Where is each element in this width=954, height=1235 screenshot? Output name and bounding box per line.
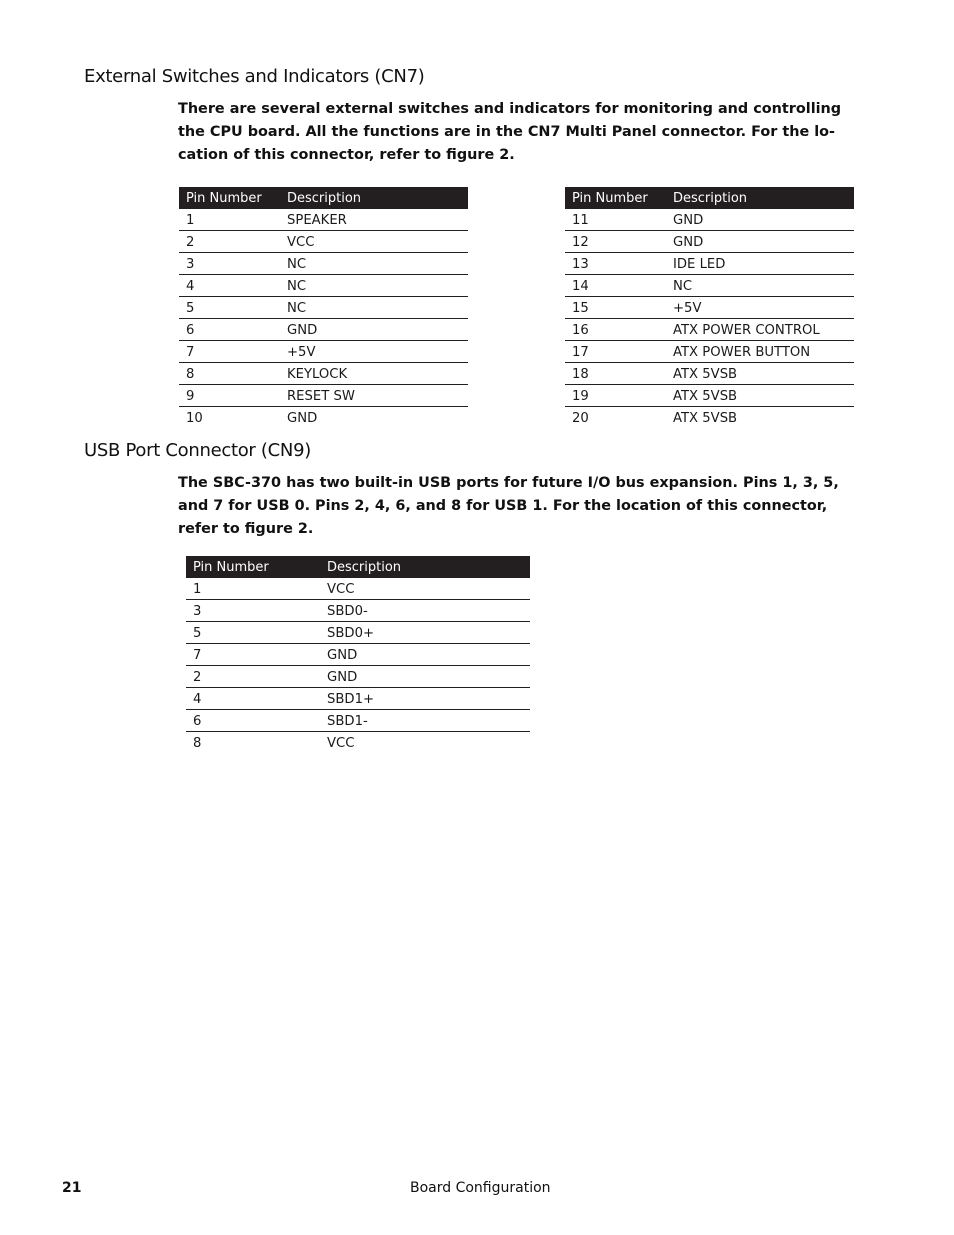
pin-number-cell: 7 <box>186 644 320 666</box>
table-row <box>565 209 854 231</box>
description-cell: VCC <box>280 231 468 253</box>
pin-number-cell: 4 <box>186 688 320 710</box>
description-cell: VCC <box>327 735 355 751</box>
pin-number-cell: 1 <box>179 209 280 231</box>
pin-number-header: Pin Number <box>179 187 280 209</box>
pin-number-cell: 5 <box>179 297 280 319</box>
table-row <box>565 407 854 429</box>
cn9-intro: The SBC-370 has two built-in USB ports for future I/O bus expansion. Pins 1, 3, 5, and 7 for USB 0. Pins 2, 4, 6, and 8 for USB 1. For the location of this connector, refer to figure 2. <box>178 475 839 537</box>
description-cell: SPEAKER <box>280 209 468 231</box>
description-cell: ATX POWER BUTTON <box>666 341 854 363</box>
description-cell: NC <box>666 275 854 297</box>
table-row <box>186 666 530 688</box>
pin-number-cell: 6 <box>186 710 320 732</box>
description-cell: GND <box>280 319 468 341</box>
table-row <box>186 688 530 710</box>
pin-number-cell: 8 <box>193 735 202 751</box>
pin-number-cell: 1 <box>186 578 320 600</box>
table-row <box>179 385 468 407</box>
pin-number-cell: 6 <box>179 319 280 341</box>
table-row <box>565 341 854 363</box>
pin-number-cell: 5 <box>186 622 320 644</box>
table-row <box>186 600 530 622</box>
table-row <box>186 732 530 754</box>
pin-number-cell: 9 <box>179 385 280 407</box>
description-cell: VCC <box>320 578 530 600</box>
table-row <box>186 710 530 732</box>
description-cell: ATX POWER CONTROL <box>666 319 854 341</box>
cn7-pin-table-right <box>565 187 854 428</box>
cn7-heading: External Switches and Indicators (CN7) <box>84 66 425 87</box>
table-row <box>565 231 854 253</box>
table-row <box>179 297 468 319</box>
page-number: 21 <box>62 1180 82 1196</box>
pin-number-cell: 11 <box>565 209 666 231</box>
description-cell: RESET SW <box>280 385 468 407</box>
cn9-heading: USB Port Connector (CN9) <box>84 440 311 461</box>
table-row <box>179 341 468 363</box>
description-cell: GND <box>287 410 318 426</box>
pin-number-cell: 14 <box>565 275 666 297</box>
pin-number-cell: 16 <box>565 319 666 341</box>
table-row <box>179 275 468 297</box>
table-row <box>565 363 854 385</box>
description-cell: IDE LED <box>666 253 854 275</box>
table-row <box>179 363 468 385</box>
footer-title: Board Configuration <box>410 1180 551 1196</box>
description-cell: +5V <box>666 297 854 319</box>
description-cell: ATX 5VSB <box>666 385 854 407</box>
pin-number-cell: 7 <box>179 341 280 363</box>
table-row <box>186 578 530 600</box>
pin-number-cell: 8 <box>179 363 280 385</box>
description-cell: GND <box>666 231 854 253</box>
pin-number-cell: 18 <box>565 363 666 385</box>
description-header: Description <box>280 187 468 209</box>
description-cell: SBD0+ <box>320 622 530 644</box>
description-cell: SBD1- <box>320 710 530 732</box>
table-row <box>565 319 854 341</box>
description-header: Description <box>320 556 530 578</box>
description-cell: +5V <box>280 341 468 363</box>
cn9-pin-table <box>186 556 530 753</box>
description-cell: GND <box>666 209 854 231</box>
pin-number-cell: 10 <box>186 410 203 426</box>
description-cell: NC <box>280 297 468 319</box>
table-row <box>179 209 468 231</box>
description-cell: GND <box>320 644 530 666</box>
pin-number-header: Pin Number <box>565 187 666 209</box>
table-header-row <box>565 187 854 209</box>
pin-number-cell: 4 <box>179 275 280 297</box>
table-row <box>565 275 854 297</box>
description-cell: KEYLOCK <box>280 363 468 385</box>
description-cell: NC <box>280 275 468 297</box>
description-cell: GND <box>320 666 530 688</box>
pin-number-cell: 19 <box>565 385 666 407</box>
description-cell: NC <box>280 253 468 275</box>
description-cell: SBD1+ <box>320 688 530 710</box>
pin-number-cell: 2 <box>179 231 280 253</box>
table-row <box>565 253 854 275</box>
description-cell: SBD0- <box>320 600 530 622</box>
table-row <box>179 253 468 275</box>
pin-number-cell: 20 <box>572 410 589 426</box>
table-row <box>565 385 854 407</box>
cn7-intro: There are several external switches and indicators for monitoring and controlling the CPU board. All the functions are in the CN7 Multi Panel connector. For the lo- cation of this connector, refer to figure 2. <box>178 101 842 163</box>
description-cell: ATX 5VSB <box>673 410 738 426</box>
pin-number-cell: 17 <box>565 341 666 363</box>
pin-number-cell: 13 <box>565 253 666 275</box>
pin-number-cell: 3 <box>179 253 280 275</box>
table-header-row <box>186 556 530 578</box>
table-row <box>179 231 468 253</box>
cn7-pin-table-left <box>179 187 468 428</box>
table-row <box>565 297 854 319</box>
table-row <box>179 319 468 341</box>
table-header-row <box>179 187 468 209</box>
pin-number-cell: 12 <box>565 231 666 253</box>
pin-number-header: Pin Number <box>186 556 320 578</box>
table-row <box>186 622 530 644</box>
description-cell: ATX 5VSB <box>666 363 854 385</box>
pin-number-cell: 2 <box>186 666 320 688</box>
pin-number-cell: 3 <box>186 600 320 622</box>
table-row <box>186 644 530 666</box>
table-row <box>179 407 468 429</box>
pin-number-cell: 15 <box>565 297 666 319</box>
description-header: Description <box>666 187 854 209</box>
